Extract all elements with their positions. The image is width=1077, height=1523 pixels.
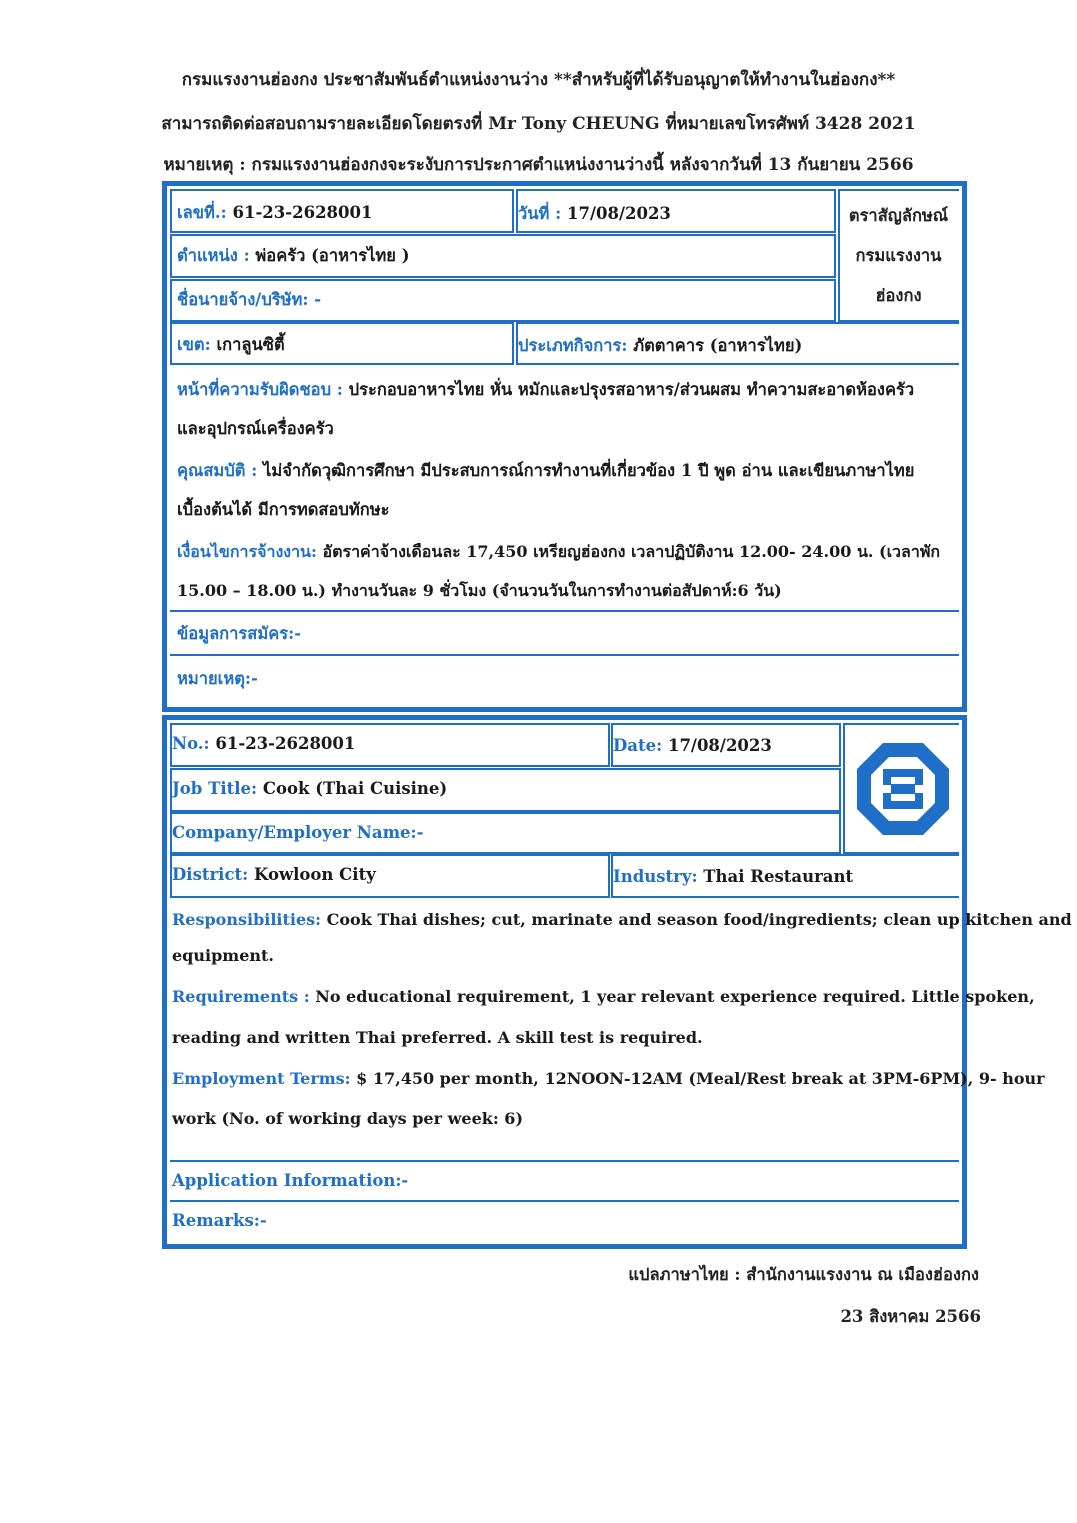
en-req-text-1: No educational requirement, 1 year relevant experience required. Little spoken, bbox=[315, 987, 1035, 1006]
en-resp-line-2: equipment. bbox=[172, 946, 274, 965]
en-district-label: District: bbox=[172, 865, 249, 884]
thai-resp-text-1: ประกอบอาหารไทย หั่น หมักและปรุงรสอาหาร/ส่วนผสม ทำความสะอาดห้องครัว bbox=[348, 380, 915, 399]
en-date-label: Date: bbox=[613, 736, 663, 755]
en-no-label: No.: bbox=[172, 734, 210, 753]
thai-title bbox=[177, 243, 410, 269]
thai-seal-text bbox=[838, 196, 959, 316]
thai-app-label: ข้อมูลการสมัคร:- bbox=[177, 624, 302, 643]
en-resp-line-1 bbox=[172, 910, 1072, 929]
thai-industry bbox=[518, 333, 802, 359]
header-line-1: กรมแรงงานฮ่องกง ประชาสัมพันธ์ตำแหน่งงานว่าง **สำหรับผู้ที่ได้รับอนุญาตให้ทำงานในฮ่องกง** bbox=[181, 70, 896, 90]
seal-line-2: กรมแรงงาน bbox=[855, 246, 942, 265]
thai-date-label: วันที่ : bbox=[518, 204, 562, 223]
thai-req-text-1: ไม่จำกัดวุฒิการศึกษา มีประสบการณ์การทำงานที่เกี่ยวข้อง 1 ปี พูด อ่าน และเขียนภาษาไทย bbox=[263, 461, 915, 480]
seal-line-1: ตราสัญลักษณ์ bbox=[848, 206, 949, 225]
thai-date-value: 17/08/2023 bbox=[567, 204, 671, 223]
thai-industry-value: ภัตตาคาร (อาหารไทย) bbox=[633, 336, 803, 355]
en-district bbox=[172, 865, 376, 884]
en-app-label: Application Information:- bbox=[172, 1171, 409, 1190]
thai-company-label: ชื่อนายจ้าง/บริษัท: bbox=[177, 290, 309, 309]
en-terms-label: Employment Terms: bbox=[172, 1069, 351, 1088]
en-remarks-cell bbox=[170, 1202, 959, 1242]
thai-company bbox=[177, 287, 321, 313]
thai-req-label: คุณสมบัติ : bbox=[177, 461, 258, 480]
en-remarks-label: Remarks:- bbox=[172, 1211, 267, 1230]
thai-district bbox=[177, 332, 285, 358]
thai-district-value: เกาลูนซิตี้ bbox=[216, 335, 285, 354]
labour-department-logo-icon bbox=[857, 743, 949, 835]
thai-industry-label: ประเภทกิจการ: bbox=[518, 336, 628, 355]
en-district-value: Kowloon City bbox=[253, 865, 376, 884]
en-terms-line-1 bbox=[172, 1069, 1045, 1088]
en-no bbox=[172, 734, 355, 753]
header-line-2: สามารถติดต่อสอบถามรายละเอียดโดยตรงที่ Mr Tony CHEUNG ที่หมายเลขโทรศัพท์ 3428 2021 bbox=[161, 114, 916, 134]
en-resp-label: Responsibilities: bbox=[172, 910, 322, 929]
en-industry-label: Industry: bbox=[613, 867, 698, 886]
thai-terms-line-1 bbox=[177, 540, 940, 565]
thai-resp-label: หน้าที่ความรับผิดชอบ : bbox=[177, 380, 343, 399]
thai-terms-text-1: อัตราค่าจ้างเดือนละ 17,450 เหรียญฮ่องกง เวลาปฏิบัติงาน 12.00- 24.00 น. (เวลาพัก bbox=[322, 542, 941, 561]
thai-terms-label: เงื่อนไขการจ้างงาน: bbox=[177, 542, 317, 561]
en-req-line-2: reading and written Thai preferred. A skill test is required. bbox=[172, 1028, 703, 1047]
thai-company-value: - bbox=[314, 290, 322, 309]
thai-district-label: เขต: bbox=[177, 335, 211, 354]
thai-req-line-1 bbox=[177, 458, 914, 484]
footer-translator: แปลภาษาไทย : สำนักงานแรงงาน ณ เมืองฮ่องกง bbox=[628, 1265, 979, 1284]
en-company-label: Company/Employer Name:- bbox=[172, 823, 424, 842]
thai-date bbox=[518, 201, 671, 227]
thai-no bbox=[177, 200, 372, 226]
en-date-value: 17/08/2023 bbox=[667, 736, 772, 755]
en-title-label: Job Title: bbox=[172, 779, 258, 798]
en-industry-value: Thai Restaurant bbox=[703, 867, 854, 886]
thai-remarks-cell bbox=[170, 656, 959, 704]
en-req-line-1 bbox=[172, 987, 1035, 1006]
en-industry bbox=[613, 867, 853, 886]
en-title bbox=[172, 779, 447, 798]
en-terms-line-2: work (No. of working days per week: 6) bbox=[172, 1109, 524, 1128]
thai-title-value: พ่อครัว (อาหารไทย ) bbox=[255, 246, 410, 265]
thai-resp-line-1 bbox=[177, 377, 914, 403]
footer-date: 23 สิงหาคม 2566 bbox=[840, 1307, 981, 1326]
header-line-3: หมายเหตุ : กรมแรงงานฮ่องกงจะระงับการประกาศตำแหน่งงานว่างนี้ หลังจากวันที่ 13 กันยายน 2566 bbox=[163, 155, 914, 175]
thai-title-label: ตำแหน่ง : bbox=[177, 246, 250, 265]
thai-remarks-label: หมายเหตุ:- bbox=[177, 669, 258, 688]
seal-line-3: ฮ่องกง bbox=[875, 286, 922, 305]
thai-resp-line-2: และอุปกรณ์เครื่องครัว bbox=[177, 419, 334, 438]
en-title-value: Cook (Thai Cuisine) bbox=[262, 779, 448, 798]
thai-terms-line-2: 15.00 – 18.00 น.) ทำงานวันละ 9 ชั่วโมง (จำนวนวันในการทำงานต่อสัปดาห์:6 วัน) bbox=[177, 581, 782, 600]
en-req-label: Requirements : bbox=[172, 987, 310, 1006]
en-date bbox=[613, 736, 772, 755]
en-no-value: 61-23-2628001 bbox=[215, 734, 356, 753]
thai-no-value: 61-23-2628001 bbox=[232, 203, 373, 222]
thai-req-line-2: เบื้องต้นได้ มีการทดสอบทักษะ bbox=[177, 500, 390, 519]
en-terms-text-1: $ 17,450 per month, 12NOON-12AM (Meal/Rest break at 3PM-6PM), 9- hour bbox=[356, 1069, 1045, 1088]
thai-no-label: เลขที่.: bbox=[177, 203, 227, 222]
en-resp-text-1: Cook Thai dishes; cut, marinate and season food/ingredients; clean up kitchen and bbox=[326, 910, 1072, 929]
